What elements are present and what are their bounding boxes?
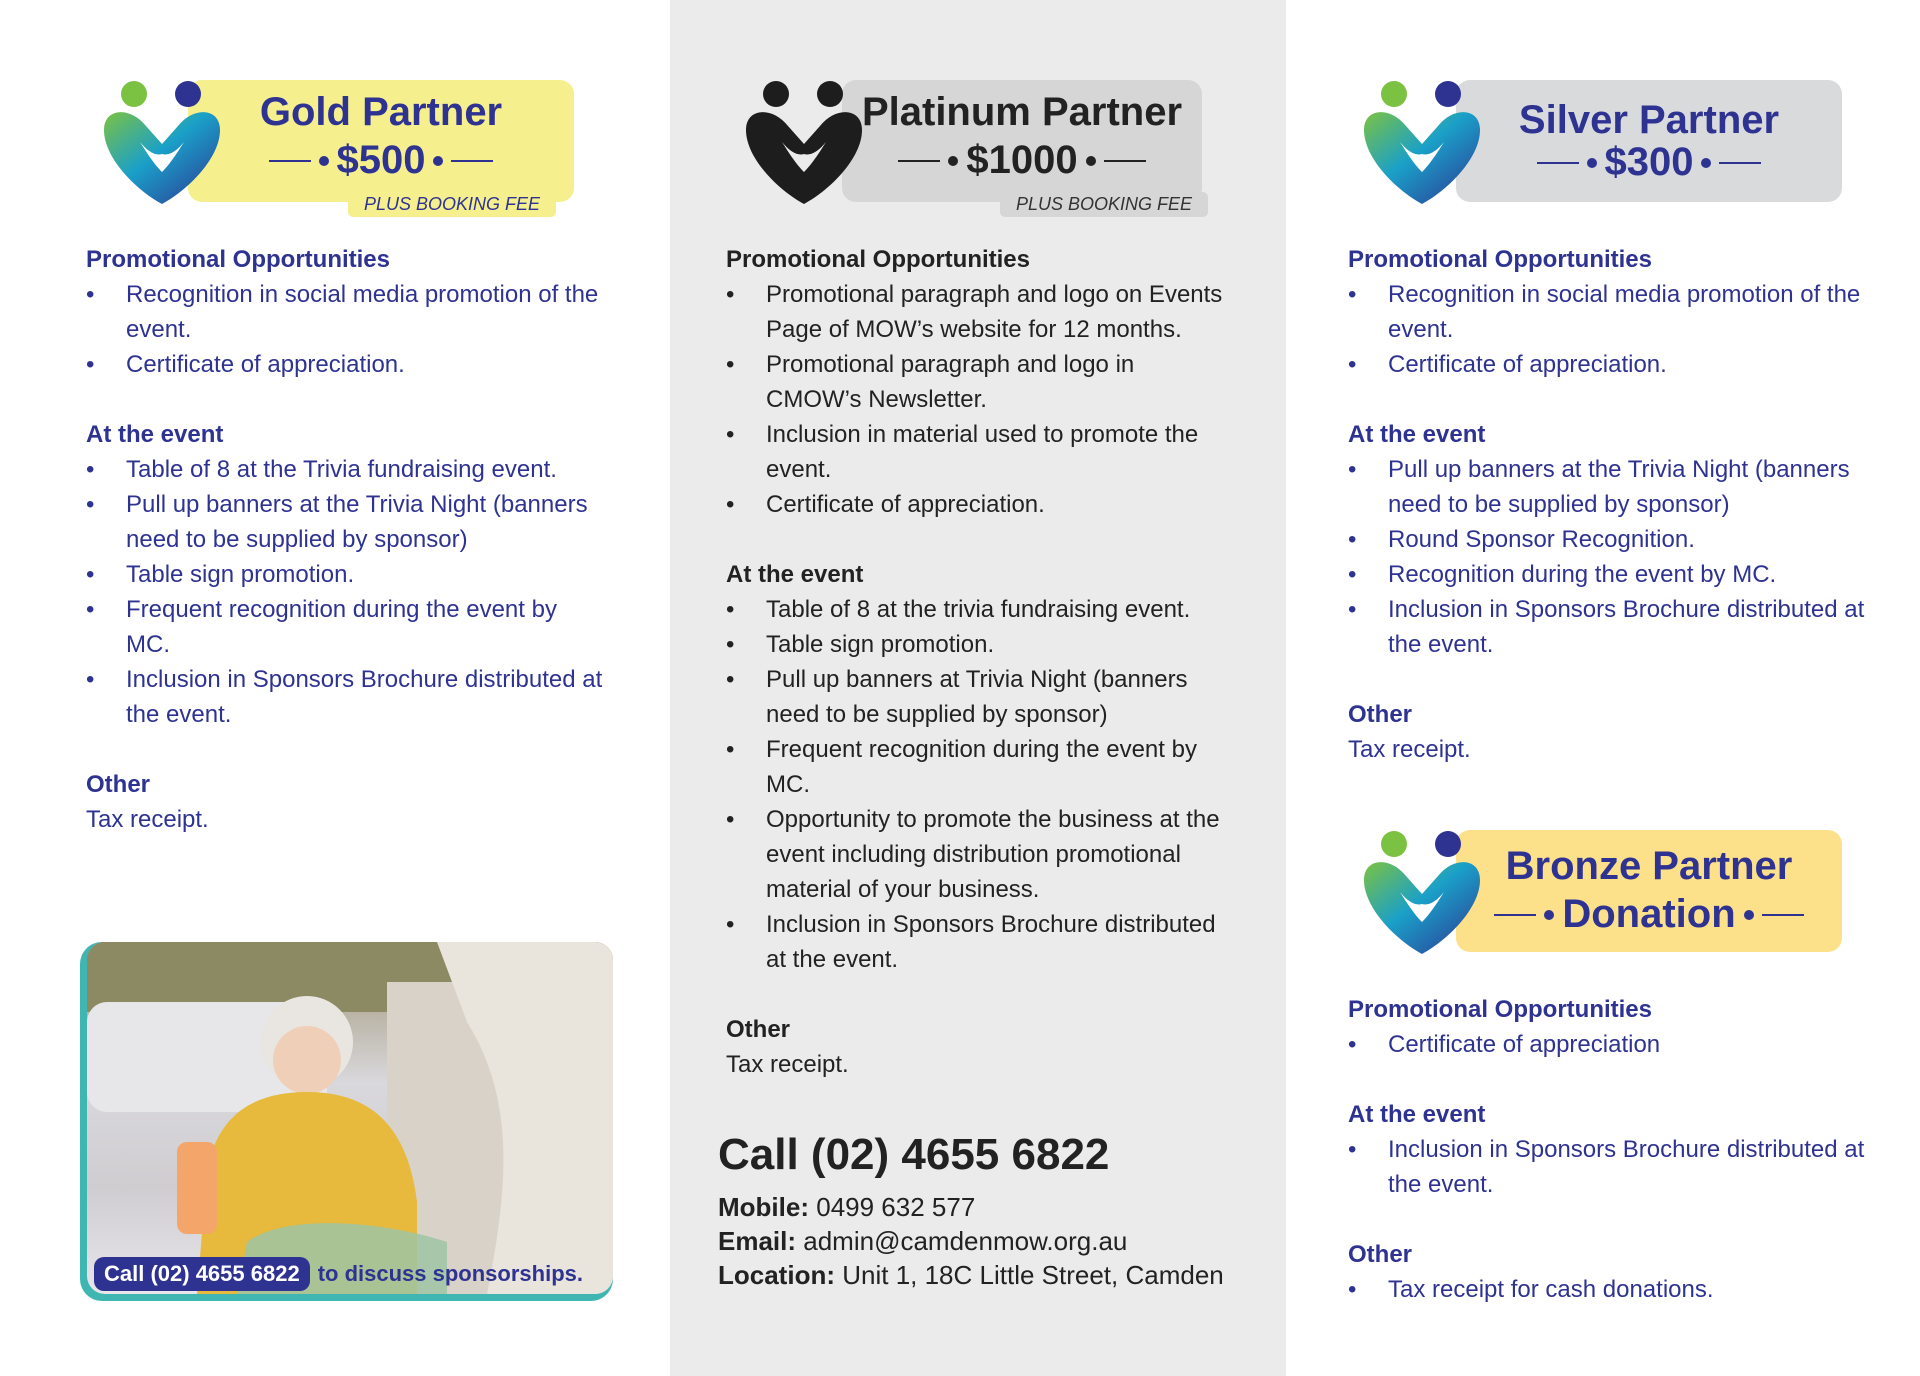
list-item: • Opportunity to promote the business at the event including distribution promotional material of your business. <box>726 802 1226 907</box>
bronze-benefits <box>1348 992 1888 1307</box>
silver-promo-list <box>1348 277 1888 382</box>
platinum-benefits <box>726 242 1226 1082</box>
bronze-other-heading: Other <box>1348 1241 1413 1268</box>
mobile-row: Mobile: 0499 632 577 <box>718 1192 976 1222</box>
gold-other-heading: Other <box>86 771 151 798</box>
platinum-other-heading: Other <box>726 1016 791 1043</box>
silver-bronze-column <box>1286 0 1920 1376</box>
silver-promo-heading: Promotional Opportunities <box>1348 246 1652 273</box>
mobile-number: 0499 632 577 <box>816 1192 976 1222</box>
bronze-event-list <box>1348 1132 1888 1202</box>
sponsorship-photo-card <box>80 942 613 1301</box>
gold-price: $500 <box>336 138 426 182</box>
list-item: • Inclusion in Sponsors Brochure distributed at the event. <box>1348 1132 1888 1202</box>
silver-price: $300 <box>1604 140 1694 184</box>
gold-other-text: Tax receipt. <box>86 806 209 833</box>
list-item: • Promotional paragraph and logo on Events Page of MOW’s website for 12 months. <box>726 277 1226 347</box>
photo-senior-woman-shopping <box>87 942 613 1294</box>
gold-booking-fee: PLUS BOOKING FEE <box>348 192 556 217</box>
platinum-promo-heading: Promotional Opportunities <box>726 246 1030 273</box>
gold-promo-heading: Promotional Opportunities <box>86 246 390 273</box>
list-item: • Inclusion in Sponsors Brochure distributed at the event. <box>86 662 606 732</box>
cta-text: to discuss sponsorships. <box>317 1261 583 1286</box>
email-row: Email: admin@camdenmow.org.au <box>718 1226 1128 1256</box>
list-item: • Certificate of appreciation. <box>86 347 606 382</box>
platinum-price: $1000 <box>966 138 1078 182</box>
platinum-other-text: Tax receipt. <box>726 1051 849 1078</box>
platinum-event-heading: At the event <box>726 561 864 588</box>
list-item: • Inclusion in Sponsors Brochure distributed at the event. <box>726 907 1226 977</box>
list-item: • Table sign promotion. <box>86 557 606 592</box>
platinum-title: Platinum Partner <box>861 90 1183 134</box>
list-item: • Certificate of appreciation <box>1348 1027 1888 1062</box>
location-address: Unit 1, 18C Little Street, Camden <box>842 1260 1224 1290</box>
gold-promo-list <box>86 277 606 382</box>
bronze-title: Bronze Partner <box>1505 844 1793 888</box>
silver-event-heading: At the event <box>1348 421 1486 448</box>
list-item: • Certificate of appreciation. <box>1348 347 1888 382</box>
list-item: • Recognition in social media promotion of the event. <box>1348 277 1888 347</box>
gold-price-row <box>188 138 574 183</box>
list-item: • Frequent recognition during the event by MC. <box>86 592 606 662</box>
list-item: • Pull up banners at the Trivia Night (banners need to be supplied by sponsor) <box>1348 452 1888 522</box>
photo-illustration <box>87 942 613 1294</box>
silver-other-heading: Other <box>1348 701 1413 728</box>
gold-benefits <box>86 242 606 837</box>
gold-column <box>0 0 670 1376</box>
bronze-price: Donation <box>1562 892 1736 936</box>
platinum-column <box>670 0 1286 1376</box>
list-item: • Table sign promotion. <box>726 627 1226 662</box>
bronze-price-row <box>1456 892 1842 937</box>
list-item: • Recognition in social media promotion of the event. <box>86 277 606 347</box>
silver-title: Silver Partner <box>1518 98 1780 142</box>
bronze-promo-list <box>1348 1027 1888 1062</box>
platinum-booking-fee: PLUS BOOKING FEE <box>1000 192 1208 217</box>
gold-event-heading: At the event <box>86 421 224 448</box>
silver-event-list <box>1348 452 1888 662</box>
silver-benefits <box>1348 242 1888 767</box>
list-item: • Frequent recognition during the event by MC. <box>726 732 1226 802</box>
gold-title: Gold Partner <box>259 90 503 134</box>
silver-other-text: Tax receipt. <box>1348 736 1471 763</box>
list-item: • Table of 8 at the trivia fundraising event. <box>726 592 1226 627</box>
bronze-other-list <box>1348 1272 1888 1307</box>
list-item: • Certificate of appreciation. <box>726 487 1226 522</box>
cta-phone: Call (02) 4655 6822 <box>94 1257 310 1291</box>
silver-price-row <box>1456 140 1842 185</box>
bronze-promo-heading: Promotional Opportunities <box>1348 996 1652 1023</box>
platinum-event-list <box>726 592 1226 977</box>
location-row: Location: Unit 1, 18C Little Street, Camden <box>718 1260 1224 1290</box>
list-item: • Pull up banners at the Trivia Night (banners need to be supplied by sponsor) <box>86 487 606 557</box>
list-item: • Round Sponsor Recognition. <box>1348 522 1888 557</box>
platinum-promo-list <box>726 277 1226 522</box>
gold-event-list <box>86 452 606 732</box>
email-address: admin@camdenmow.org.au <box>803 1226 1128 1256</box>
bronze-event-heading: At the event <box>1348 1101 1486 1128</box>
list-item: • Tax receipt for cash donations. <box>1348 1272 1888 1307</box>
list-item: • Table of 8 at the Trivia fundraising event. <box>86 452 606 487</box>
list-item: • Inclusion in material used to promote the event. <box>726 417 1226 487</box>
list-item: • Promotional paragraph and logo in CMOW’s Newsletter. <box>726 347 1226 417</box>
sponsorship-cta <box>94 1257 583 1291</box>
list-item: • Recognition during the event by MC. <box>1348 557 1888 592</box>
contact-block <box>718 1130 1224 1292</box>
list-item: • Pull up banners at Trivia Night (banners need to be supplied by sponsor) <box>726 662 1226 732</box>
call-number: Call (02) 4655 6822 <box>718 1130 1110 1179</box>
list-item: • Inclusion in Sponsors Brochure distributed at the event. <box>1348 592 1888 662</box>
platinum-price-row <box>842 138 1202 183</box>
